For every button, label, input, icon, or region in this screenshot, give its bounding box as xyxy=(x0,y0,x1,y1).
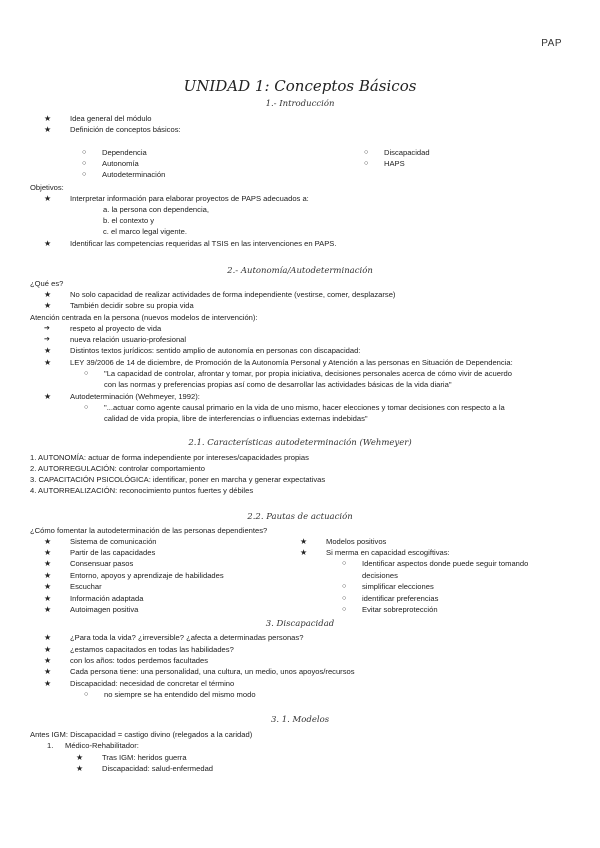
list-item: a. la persona con dependencia, xyxy=(103,205,209,214)
quote-line: ○ "...actuar como agente causal primario en la vida de uno mismo, hacer elecciones y tomar decisiones con respecto a la xyxy=(104,403,505,412)
objectives-label: Objetivos: xyxy=(30,183,64,192)
list-item: ★ Sistema de comunicación xyxy=(70,537,157,546)
list-item: ★ No solo capacidad de realizar actividades de forma independiente (vestirse, comer, desplazarse) xyxy=(70,290,395,299)
list-item: ★ ¿Para toda la vida? ¿irreversible? ¿afecta a determinadas personas? xyxy=(70,633,303,642)
question: ¿Cómo fomentar la autodeterminación de las personas dependientes? xyxy=(30,526,268,535)
list-item: ★ Discapacidad: salud-enfermedad xyxy=(102,764,213,773)
list-item: decisiones xyxy=(362,571,398,580)
section-heading-wehmeyer: 2.1. Características autodeterminación (Wehmeyer) xyxy=(188,438,412,448)
list-item: ★ ¿estamos capacitados en todas las habilidades? xyxy=(70,645,234,654)
list-item: ★ Partir de las capacidades xyxy=(70,548,155,557)
list-number: 1. xyxy=(47,741,54,750)
paragraph: Antes IGM: Discapacidad = castigo divino (relegados a la caridad) xyxy=(30,730,253,739)
list-item: ○ Autonomía xyxy=(102,159,139,168)
list-item: ★ Información adaptada xyxy=(70,594,143,603)
list-item: ★ Escuchar xyxy=(70,582,102,591)
list-item: 2. AUTORREGULACIÓN: controlar comportamiento xyxy=(30,464,205,473)
list-item: ★ con los años: todos perdemos facultades xyxy=(70,656,208,665)
list-item: c. el marco legal vigente. xyxy=(103,227,187,236)
list-item: ○ simplificar elecciones xyxy=(362,582,434,591)
header-tag: PAP xyxy=(541,38,562,49)
list-item: ★ Distintos textos jurídicos: sentido amplio de autonomía en personas con discapacidad: xyxy=(70,346,360,355)
section-heading-discapacidad: 3. Discapacidad xyxy=(265,619,335,629)
list-item: Médico-Rehabilitador: xyxy=(65,741,139,750)
list-item: 4. AUTORREALIZACIÓN: reconocimiento puntos fuertes y débiles xyxy=(30,486,254,495)
list-item: ★ Cada persona tiene: una personalidad, una cultura, un medio, unos apoyos/recursos xyxy=(70,667,355,676)
list-item: ★ Discapacidad: necesidad de concretar el término xyxy=(70,679,234,688)
list-item: 3. CAPACITACIÓN PSICOLÓGICA: identificar, poner en marcha y generar expectativas xyxy=(30,475,326,484)
list-item: 1. AUTONOMÍA: actuar de forma independiente por intereses/capacidades propias xyxy=(30,453,309,462)
list-item: ★ También decidir sobre su propia vida xyxy=(70,301,194,310)
list-item: ○ Evitar sobreprotección xyxy=(362,605,438,614)
list-item: ○ identificar preferencias xyxy=(362,594,438,603)
list-item: ★ Consensuar pasos xyxy=(70,559,133,568)
list-item: ○ Dependencia xyxy=(102,148,147,157)
section-heading-pautas: 2.2. Pautas de actuación xyxy=(247,512,353,522)
list-item: b. el contexto y xyxy=(103,216,155,225)
list-item: ★ Si merma en capacidad escogiftivas: xyxy=(326,548,450,557)
list-item: ★ Interpretar información para elaborar proyectos de PAPS adecuados a: xyxy=(70,194,309,203)
list-item: ★ Idea general del módulo xyxy=(70,114,151,123)
quote-line: ○ "La capacidad de controlar, afrontar y tomar, por propia iniciativa, decisiones personales acerca de cómo vivir de acuerdo xyxy=(104,369,512,378)
list-item: ★ Identificar las competencias requeridas al TSIS en las intervenciones en PAPS. xyxy=(70,239,337,248)
list-item: ★ Definición de conceptos básicos: xyxy=(70,125,181,134)
list-item: ★ Tras IGM: heridos guerra xyxy=(102,753,187,762)
paragraph: Atención centrada en la persona (nuevos modelos de intervención): xyxy=(30,313,258,322)
list-item: ➔ nueva relación usuario-profesional xyxy=(70,335,186,344)
list-item: ➔ respeto al proyecto de vida xyxy=(70,324,161,333)
list-item: ★ Modelos positivos xyxy=(326,537,386,546)
list-item: ★ Entorno, apoyos y aprendizaje de habilidades xyxy=(70,571,224,580)
quote-line: calidad de vida propia, libre de interferencias o influencias externas indebidas" xyxy=(104,414,368,423)
quote-line: con las normas y preferencias propias así como de desarrollar las actividades básicas de la vida diaria" xyxy=(104,380,452,389)
question: ¿Qué es? xyxy=(30,279,64,288)
list-item: ★ Autodeterminación (Wehmeyer, 1992): xyxy=(70,392,200,401)
list-item: ○ no siempre se ha entendido del mismo modo xyxy=(104,690,256,699)
section-heading-modelos: 3. 1. Modelos xyxy=(270,715,330,725)
page-title: UNIDAD 1: Conceptos Básicos xyxy=(183,77,417,95)
list-item: ○ HAPS xyxy=(384,159,405,168)
list-item: ○ Discapacidad xyxy=(384,148,430,157)
list-item: ○ Identificar aspectos donde puede seguir tomando xyxy=(362,559,528,568)
section-heading-autonomia: 2.- Autonomía/Autodeterminación xyxy=(227,266,373,276)
list-item: ★ Autoimagen positiva xyxy=(70,605,138,614)
list-item: ★ LEY 39/2006 de 14 de diciembre, de Promoción de la Autonomía Personal y Atención a las personas en Situación de Dependencia: xyxy=(70,358,513,367)
section-heading-intro: 1.- Introducción xyxy=(265,99,335,109)
list-item: ○ Autodeterminación xyxy=(102,170,165,179)
